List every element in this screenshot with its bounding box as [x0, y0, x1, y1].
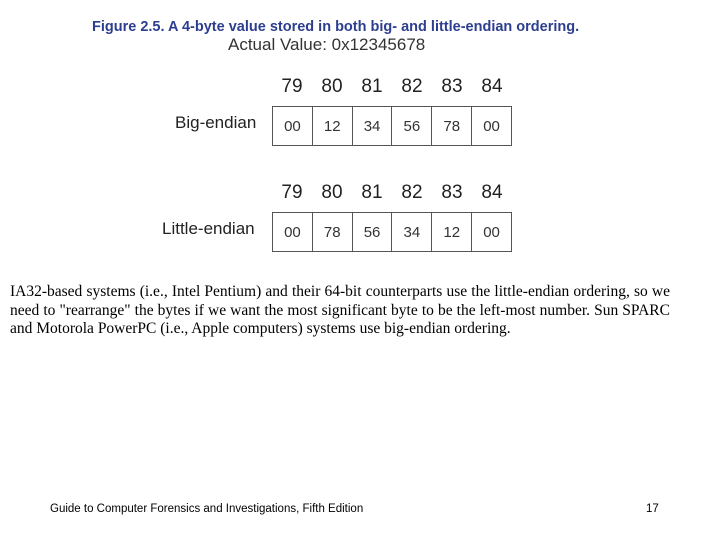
footer-page-number: 17 — [646, 503, 659, 515]
address-cell: 83 — [441, 76, 463, 97]
byte-cell: 00 — [273, 213, 313, 251]
address-cell: 79 — [281, 76, 303, 97]
body-paragraph: IA32-based systems (i.e., Intel Pentium) and their 64-bit counterparts use the little-endian ordering, so we need to "rearrange" the bytes if we want the most significant byte to be the left-most number. Sun SPARC and Motorola PowerPC (i.e., Apple computers) systems use big-endian ordering. — [10, 283, 670, 337]
little-endian-byte-table — [272, 212, 512, 252]
footer-book-title: Guide to Computer Forensics and Investigations, Fifth Edition — [50, 503, 364, 515]
byte-cell: 00 — [273, 107, 313, 145]
byte-cell: 12 — [313, 107, 353, 145]
byte-cell: 34 — [392, 213, 432, 251]
byte-cell: 00 — [483, 223, 500, 241]
byte-cell: 12 — [432, 213, 472, 251]
byte-cell: 56 — [392, 107, 432, 145]
address-cell: 84 — [481, 76, 503, 97]
address-cell: 83 — [441, 182, 463, 203]
address-cell: 80 — [321, 182, 343, 203]
address-cell: 82 — [401, 182, 423, 203]
byte-cell: 34 — [353, 107, 393, 145]
actual-value: Actual Value: 0x12345678 — [228, 35, 426, 54]
big-endian-addresses — [272, 76, 512, 98]
address-cell: 81 — [361, 182, 383, 203]
address-cell: 79 — [281, 182, 303, 203]
big-endian-byte-table — [272, 106, 512, 146]
address-cell: 82 — [401, 76, 423, 97]
little-endian-addresses — [272, 182, 512, 204]
byte-cell: 78 — [432, 107, 472, 145]
big-endian-label: Big-endian — [175, 113, 257, 132]
byte-cell: 78 — [313, 213, 353, 251]
address-cell: 80 — [321, 76, 343, 97]
little-endian-label: Little-endian — [162, 219, 255, 238]
address-cell: 84 — [481, 182, 503, 203]
byte-cell: 00 — [483, 117, 500, 135]
figure-title: Figure 2.5. A 4-byte value stored in both big- and little-endian ordering. — [92, 19, 580, 35]
address-cell: 81 — [361, 76, 383, 97]
byte-cell: 56 — [353, 213, 393, 251]
